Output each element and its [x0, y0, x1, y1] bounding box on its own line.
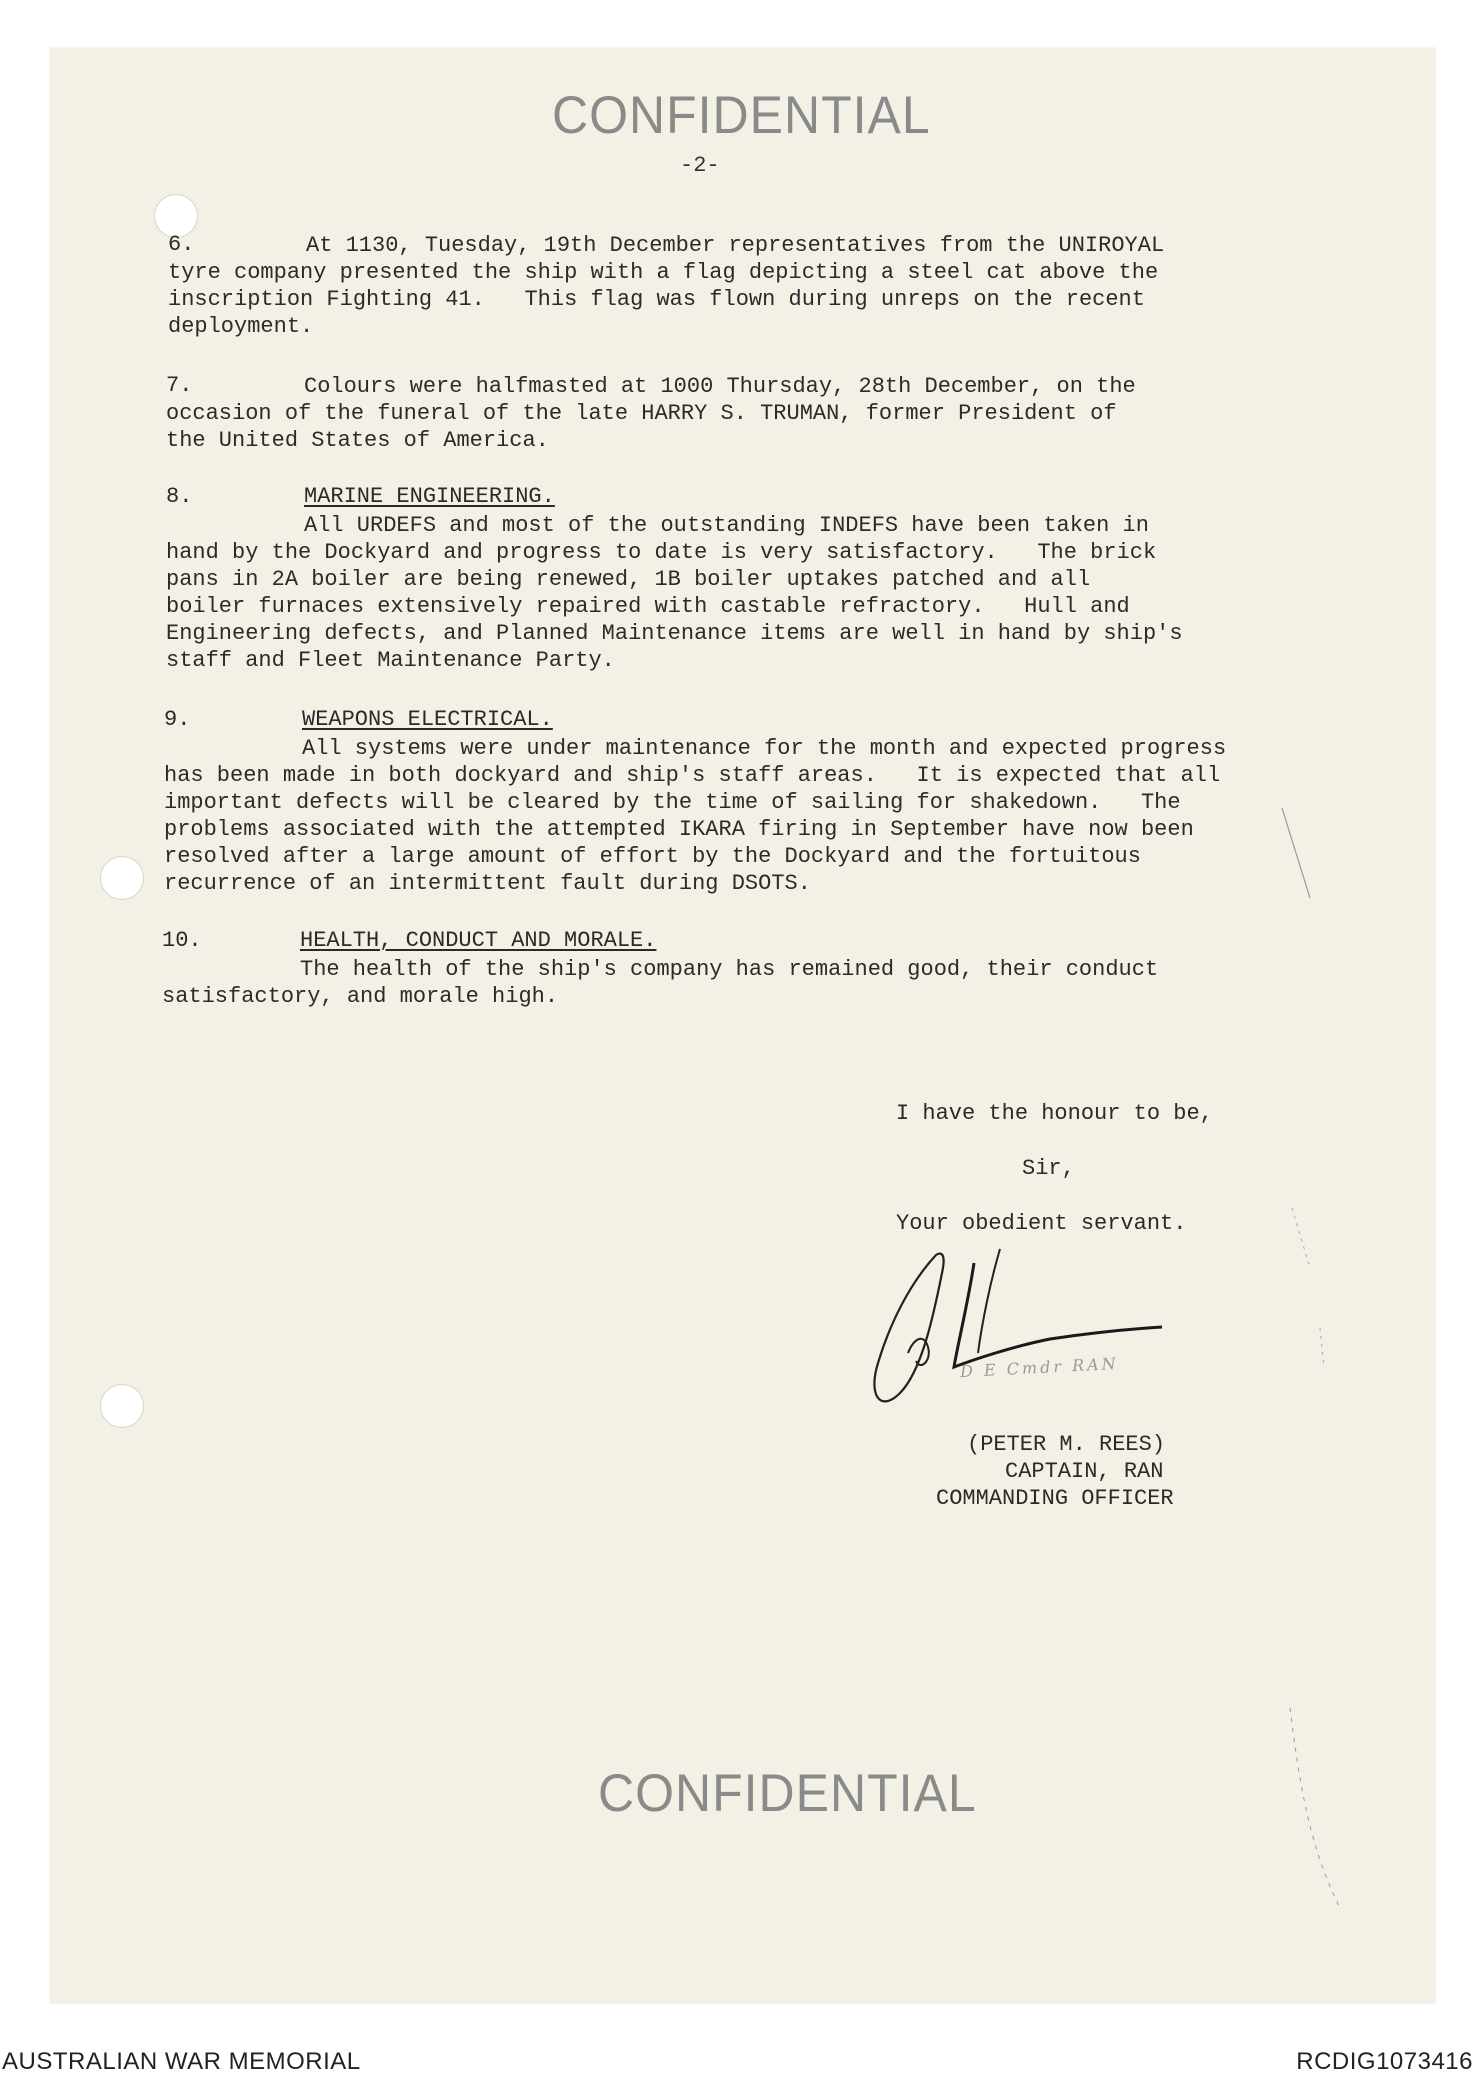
paragraph-line: important defects will be cleared by the time of sailing for shakedown. The	[164, 790, 1181, 815]
confidential-stamp-top: CONFIDENTIAL	[552, 85, 931, 145]
paragraph-line: Colours were halfmasted at 1000 Thursday, 28th December, on the	[304, 374, 1136, 399]
paragraph-line: satisfactory, and morale high.	[162, 984, 559, 1009]
paragraph-line: tyre company presented the ship with a flag depicting a steel cat above the	[168, 260, 1159, 285]
section-heading: HEALTH, CONDUCT AND MORALE.	[300, 928, 657, 953]
paragraph-line: occasion of the funeral of the late HARRY S. TRUMAN, former President of	[166, 401, 1117, 426]
section-heading: MARINE ENGINEERING.	[304, 484, 555, 509]
paragraph-line: resolved after a large amount of effort by the Dockyard and the fortuitous	[164, 844, 1141, 869]
paragraph-line: The health of the ship's company has remained good, their conduct	[300, 957, 1159, 982]
footer-source: AUSTRALIAN WAR MEMORIAL	[2, 2048, 361, 2075]
paragraph-number: 6.	[168, 232, 195, 257]
paragraph-line: the United States of America.	[166, 428, 549, 453]
paragraph-number: 9.	[164, 707, 191, 732]
paragraph-line: problems associated with the attempted IKARA firing in September have now been	[164, 817, 1194, 842]
punch-hole-bottom	[100, 1384, 144, 1428]
paragraph-line: All URDEFS and most of the outstanding INDEFS have been taken in	[304, 513, 1149, 538]
page-number: -2-	[680, 153, 720, 178]
closing-line-2: Sir,	[1022, 1156, 1075, 1181]
paragraph-number: 8.	[166, 484, 193, 509]
signature-note-text: D E Cmdr RAN	[959, 1353, 1120, 1382]
signatory-role: COMMANDING OFFICER	[936, 1486, 1174, 1511]
paragraph-line: recurrence of an intermittent fault during DSOTS.	[164, 871, 811, 896]
confidential-stamp-bottom: CONFIDENTIAL	[598, 1763, 977, 1823]
paragraph-line: staff and Fleet Maintenance Party.	[166, 648, 615, 673]
paragraph-line: boiler furnaces extensively repaired with castable refractory. Hull and	[166, 594, 1130, 619]
closing-line-3: Your obedient servant.	[896, 1211, 1187, 1236]
paragraph-line: pans in 2A boiler are being renewed, 1B boiler uptakes patched and all	[166, 567, 1091, 592]
punch-hole-middle	[100, 856, 144, 900]
signatory-name: (PETER M. REES)	[967, 1432, 1166, 1457]
paragraph-line: At 1130, Tuesday, 19th December representatives from the UNIROYAL	[306, 233, 1165, 258]
closing-line-1: I have the honour to be,	[896, 1101, 1213, 1126]
signatory-rank: CAPTAIN, RAN	[1005, 1459, 1164, 1484]
document-page	[50, 48, 1435, 2003]
paragraph-line: Engineering defects, and Planned Maintenance items are well in hand by ship's	[166, 621, 1183, 646]
paragraph-line: All systems were under maintenance for the month and expected progress	[302, 736, 1227, 761]
paragraph-line: deployment.	[168, 314, 314, 339]
margin-marks	[1280, 808, 1400, 1958]
section-heading: WEAPONS ELECTRICAL.	[302, 707, 553, 732]
footer-record-id: RCDIG1073416	[1296, 2048, 1473, 2075]
paragraph-line: inscription Fighting 41. This flag was flown during unreps on the recent	[168, 287, 1145, 312]
handwritten-signature	[850, 1243, 1170, 1433]
paragraph-number: 10.	[162, 928, 202, 953]
paragraph-number: 7.	[166, 373, 193, 398]
paragraph-line: has been made in both dockyard and ship's staff areas. It is expected that all	[164, 763, 1221, 788]
paragraph-line: hand by the Dockyard and progress to date is very satisfactory. The brick	[166, 540, 1157, 565]
